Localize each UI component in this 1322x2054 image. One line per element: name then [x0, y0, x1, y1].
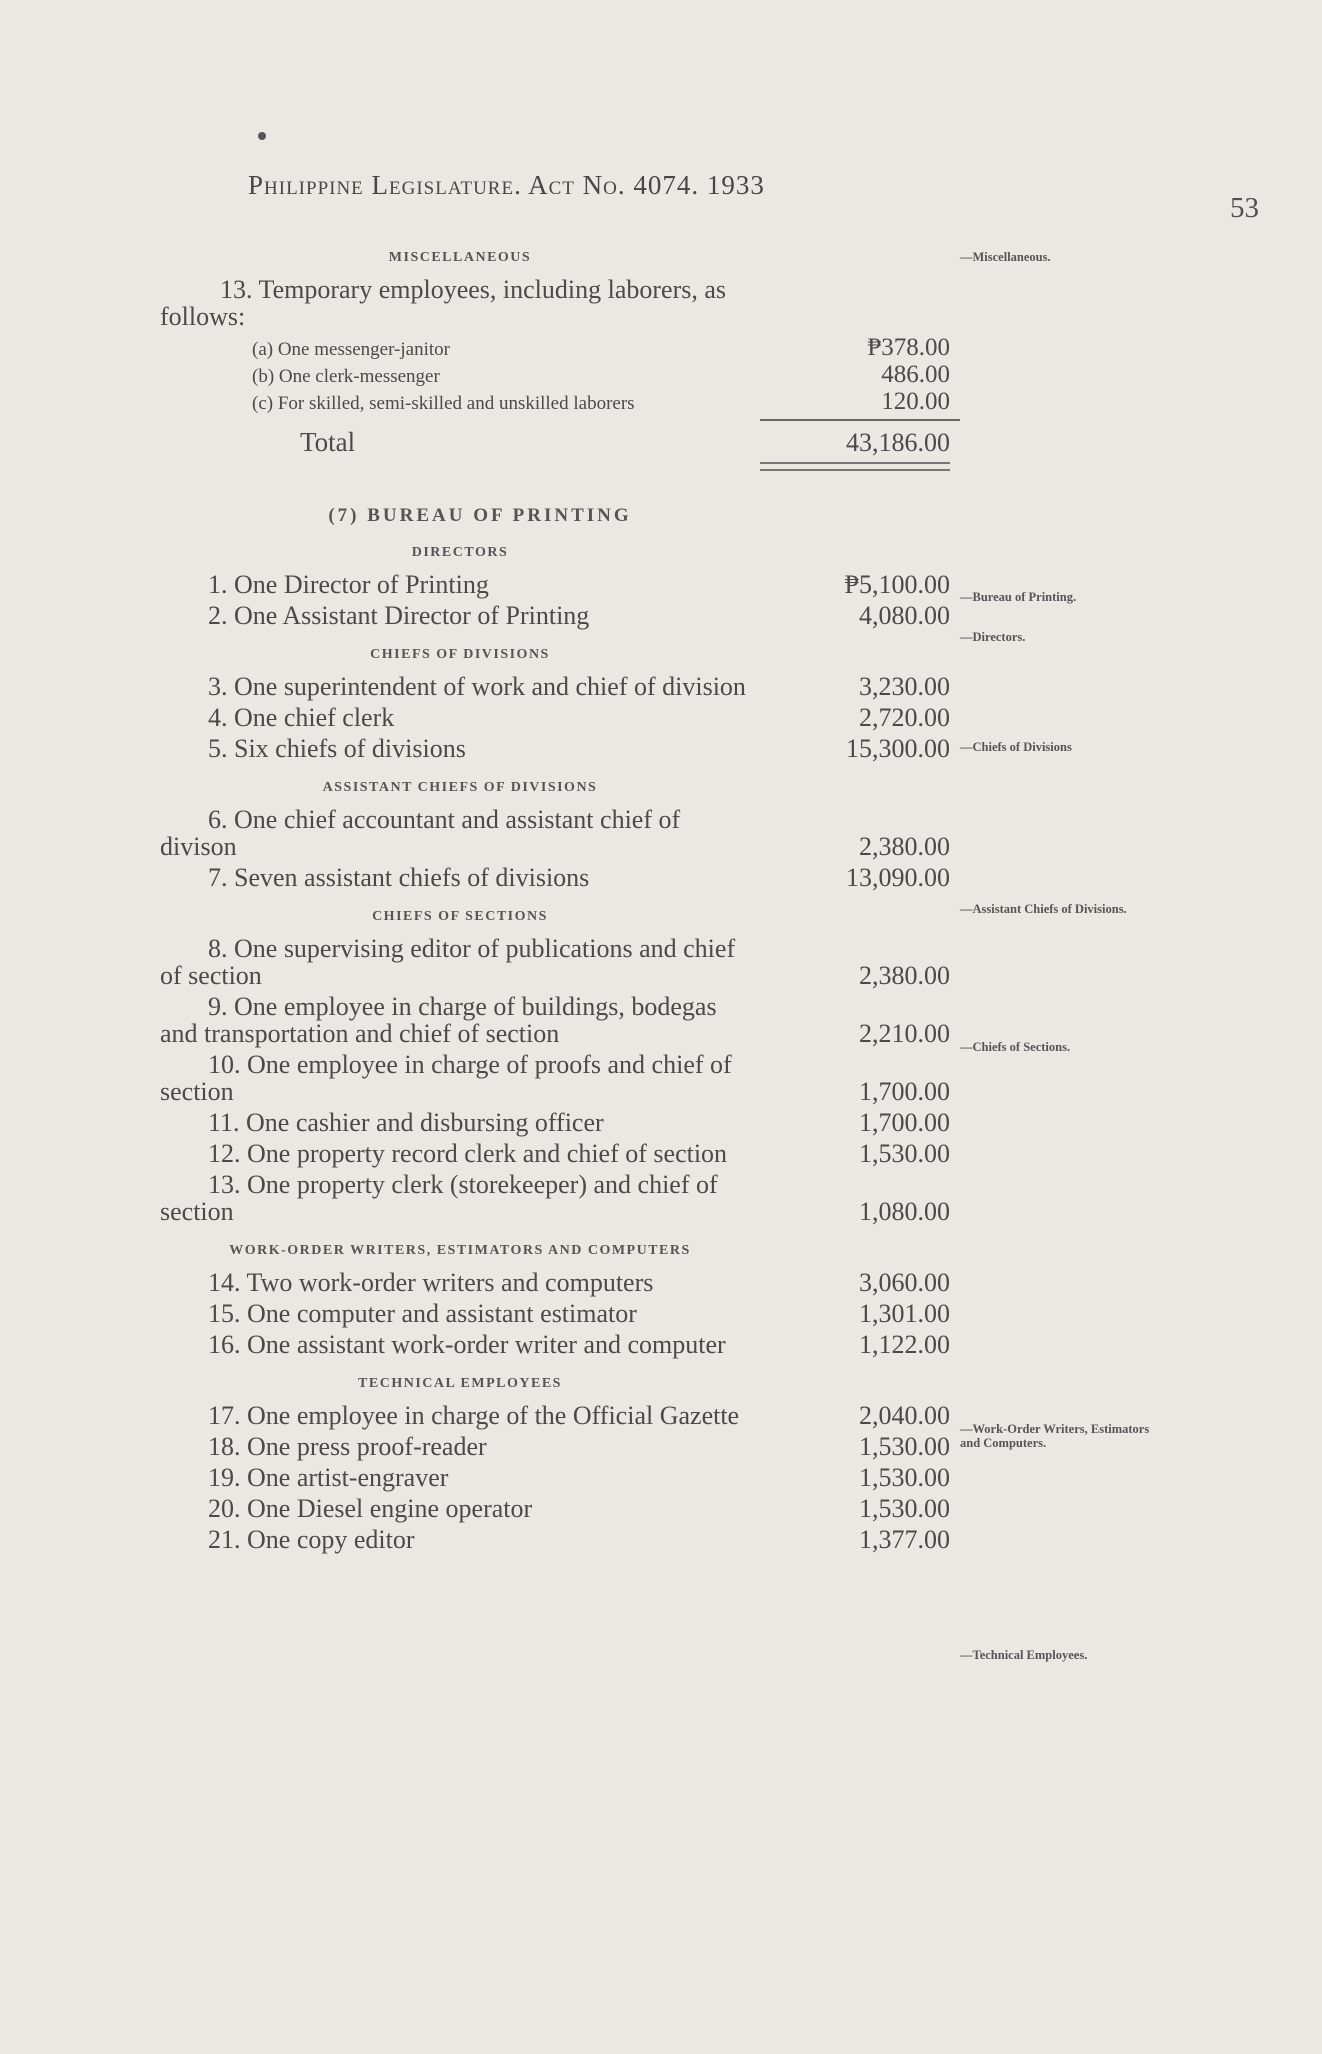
total-row: Total 43,186.00 — [160, 419, 960, 456]
line-item — [160, 704, 960, 731]
line-item-amount: 15,300.00 — [846, 734, 950, 763]
line-item-amount: 1,377.00 — [859, 1525, 950, 1554]
line-item — [160, 806, 960, 860]
line-item-label: 12. One property record clerk and chief of section — [208, 1139, 728, 1168]
line-item-amount: 1,700.00 — [859, 1077, 950, 1106]
line-item-label: 9. One employee in charge of buildings, bodegas and transportation and chief of section — [160, 992, 717, 1048]
line-item-amount: 2,720.00 — [859, 703, 950, 732]
sub-item-b: (b) One clerk-messenger 486.00 — [252, 361, 950, 388]
line-item — [160, 993, 960, 1047]
sections-container — [160, 545, 960, 1553]
section-heading: DIRECTORS — [411, 545, 509, 560]
bureau-heading: (7) BUREAU OF PRINTING — [328, 505, 632, 526]
margin-note-bureau: —Bureau of Printing. — [960, 590, 1077, 604]
footer-strip — [0, 2040, 1322, 2054]
line-item-amount: 1,080.00 — [859, 1197, 950, 1226]
line-item-amount: 3,230.00 — [859, 672, 950, 701]
ink-dot — [258, 132, 266, 140]
line-item — [160, 1300, 960, 1327]
margin-note-miscellaneous: —Miscellaneous. — [960, 250, 1051, 264]
line-item-label: 3. One superintendent of work and chief of division — [208, 672, 746, 701]
line-item — [160, 1433, 960, 1460]
line-item-label: 20. One Diesel engine operator — [208, 1494, 533, 1523]
line-item-label: 14. Two work-order writers and computers — [208, 1268, 654, 1297]
line-item-amount: 1,700.00 — [859, 1108, 950, 1137]
body-column — [160, 232, 960, 1553]
running-head: Philippine Legislature. Act No. 4074. 1933 — [248, 170, 765, 200]
line-item-label: 17. One employee in charge of the Official Gazette — [208, 1401, 740, 1430]
line-item — [160, 1331, 960, 1358]
line-item — [160, 1526, 960, 1553]
margin-note-work-order: —Work-Order Writers, Estimators and Computers. — [960, 1422, 1150, 1450]
section-heading: TECHNICAL EMPLOYEES — [358, 1376, 562, 1391]
line-item-amount: ₱5,100.00 — [844, 570, 950, 599]
line-item-amount: 2,040.00 — [859, 1401, 950, 1430]
line-item — [160, 1269, 960, 1296]
sub-item-a: (a) One messenger-janitor ₱378.00 — [252, 334, 950, 361]
line-item-amount: 2,210.00 — [859, 1019, 950, 1048]
line-item-label: 6. One chief accountant and assistant chief of divison — [160, 805, 681, 861]
line-item — [160, 1495, 960, 1522]
line-item — [160, 1140, 960, 1167]
line-item-amount: 1,530.00 — [859, 1432, 950, 1461]
line-item — [160, 1171, 960, 1225]
page-number: 53 — [1230, 192, 1259, 224]
section-heading: CHIEFS OF SECTIONS — [372, 909, 548, 924]
line-item-label: 10. One employee in charge of proofs and chief of section — [160, 1050, 732, 1106]
line-item-label: 11. One cashier and disbursing officer — [208, 1108, 604, 1137]
section-heading: ASSISTANT CHIEFS OF DIVISIONS — [322, 780, 598, 795]
line-item-amount: 1,301.00 — [859, 1299, 950, 1328]
line-item-amount: 1,530.00 — [859, 1494, 950, 1523]
line-item-amount: 4,080.00 — [859, 601, 950, 630]
line-item-amount: 3,060.00 — [859, 1268, 950, 1297]
line-item-amount: 1,530.00 — [859, 1463, 950, 1492]
line-item-amount: 13,090.00 — [846, 863, 950, 892]
line-item-amount: 1,122.00 — [859, 1330, 950, 1359]
line-item — [160, 1109, 960, 1136]
double-rule — [760, 462, 950, 471]
line-item-amount: 1,530.00 — [859, 1139, 950, 1168]
line-item — [160, 1402, 960, 1429]
margin-note-directors: —Directors. — [960, 630, 1026, 644]
line-item-label: 21. One copy editor — [208, 1525, 415, 1554]
line-item — [160, 1051, 960, 1105]
line-item-amount: 2,380.00 — [859, 961, 950, 990]
line-item-label: 7. Seven assistant chiefs of divisions — [208, 863, 590, 892]
line-item — [160, 864, 960, 891]
margin-note-technical: —Technical Employees. — [960, 1648, 1088, 1662]
margin-note-chiefs-sections: —Chiefs of Sections. — [960, 1040, 1071, 1054]
line-item-label: 13. One property clerk (storekeeper) and chief of section — [160, 1170, 718, 1226]
line-item-label: 1. One Director of Printing — [208, 570, 489, 599]
line-item-label: 2. One Assistant Director of Printing — [208, 601, 590, 630]
section-heading: CHIEFS OF DIVISIONS — [370, 647, 550, 662]
line-item-label: 8. One supervising editor of publications and chief of section — [160, 934, 736, 990]
margin-note-chiefs-divisions: —Chiefs of Divisions — [960, 740, 1072, 754]
line-item-label: 19. One artist-engraver — [208, 1463, 449, 1492]
line-item-label: 5. Six chiefs of divisions — [208, 734, 466, 763]
line-item-label: 16. One assistant work-order writer and computer — [208, 1330, 726, 1359]
section-heading: WORK-ORDER WRITERS, ESTIMATORS AND COMPUTERS — [229, 1243, 691, 1258]
line-item — [160, 602, 960, 629]
sub-item-c: (c) For skilled, semi-skilled and unskilled laborers 120.00 — [252, 388, 950, 415]
line-item — [160, 673, 960, 700]
line-item — [160, 735, 960, 762]
section-heading: MISCELLANEOUS — [388, 250, 532, 265]
margin-note-assistant-chiefs: —Assistant Chiefs of Divisions. — [960, 902, 1127, 916]
item-13-temporary: 13. Temporary employees, including laborers, as follows: — [160, 275, 727, 331]
line-item-label: 4. One chief clerk — [208, 703, 395, 732]
line-item — [160, 935, 960, 989]
line-item-label: 15. One computer and assistant estimator — [208, 1299, 637, 1328]
line-item — [160, 571, 960, 598]
line-item-amount: 2,380.00 — [859, 832, 950, 861]
line-item-label: 18. One press proof-reader — [208, 1432, 487, 1461]
line-item — [160, 1464, 960, 1491]
